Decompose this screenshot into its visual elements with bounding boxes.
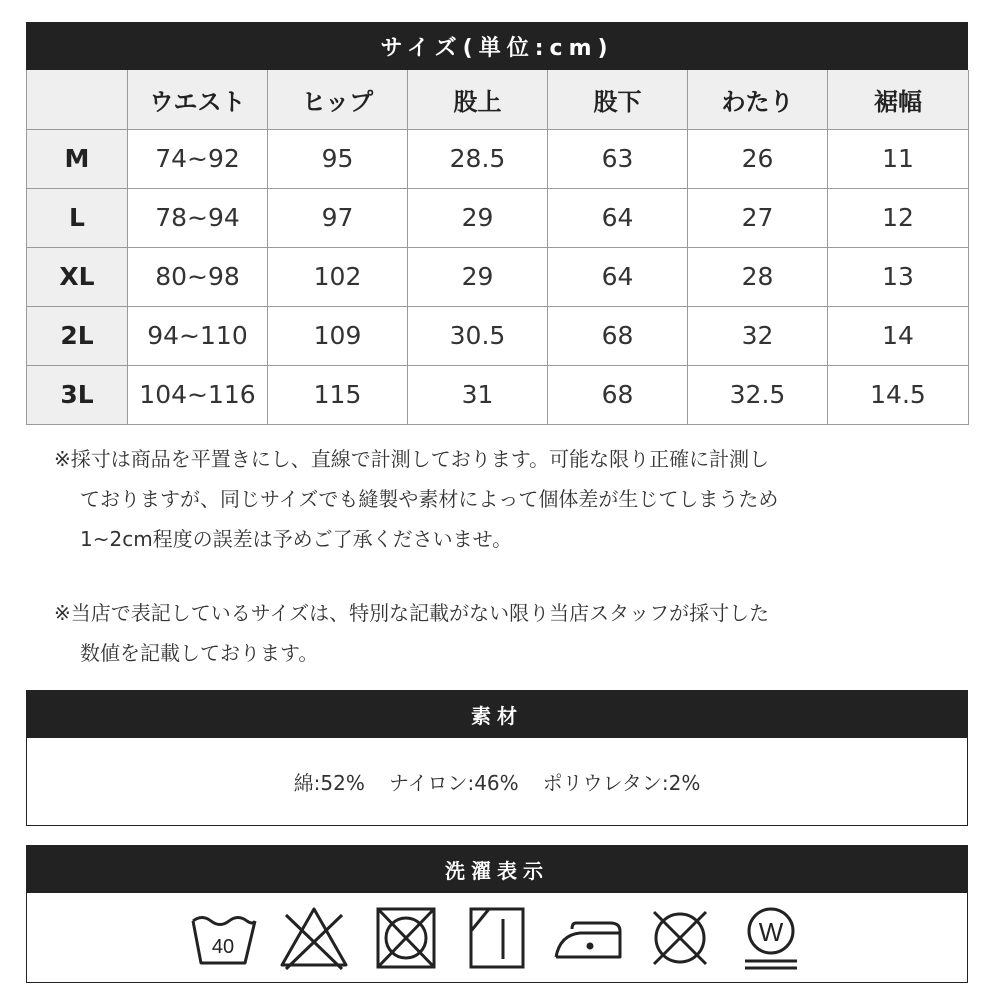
table-row [27, 129, 969, 188]
table-cell: 80~98 [128, 247, 268, 306]
material-item: ポリウレタン:2% [542, 771, 701, 795]
iron-low-icon [550, 903, 626, 973]
note-line: ておりますが、同じサイズでも縫製や素材によって個体差が生じてしまうため [80, 487, 779, 511]
table-row [27, 306, 969, 365]
table-cell: 102 [268, 247, 408, 306]
table-cell: 31 [408, 365, 548, 424]
table-cell: 12 [828, 188, 969, 247]
table-cell: 109 [268, 306, 408, 365]
table-cell: 28.5 [408, 129, 548, 188]
size-notation-note [54, 593, 974, 673]
size-label: M [27, 129, 128, 188]
table-cell: 26 [688, 129, 828, 188]
no-bleach-icon [276, 903, 352, 973]
table-cell: 29 [408, 247, 548, 306]
column-header: ウエスト [128, 70, 268, 129]
no-dry-clean-icon [642, 903, 718, 973]
size-label: 3L [27, 365, 128, 424]
size-label: L [27, 188, 128, 247]
size-section-title: サイズ(単位:cm) [26, 22, 968, 70]
table-row [27, 188, 969, 247]
size-table-header-row [27, 70, 969, 129]
size-label: XL [27, 247, 128, 306]
table-cell: 74~92 [128, 129, 268, 188]
table-row [27, 365, 969, 424]
note-line: 数値を記載しております。 [80, 641, 319, 665]
corner-cell [27, 70, 128, 129]
table-cell: 28 [688, 247, 828, 306]
table-cell: 30.5 [408, 306, 548, 365]
table-cell: 14 [828, 306, 969, 365]
table-row [27, 247, 969, 306]
table-cell: 29 [408, 188, 548, 247]
table-cell: 63 [548, 129, 688, 188]
note-line: ※採寸は商品を平置きにし、直線で計測しております。可能な限り正確に計測し [54, 447, 770, 471]
line-dry-shade-icon [459, 903, 535, 973]
care-symbols [26, 893, 968, 983]
column-header: 裾幅 [828, 70, 969, 129]
no-tumble-dry-icon [368, 903, 444, 973]
size-table [26, 70, 969, 425]
note-line: ※当店で表記しているサイズは、特別な記載がない限り当店スタッフが採寸した [54, 601, 770, 625]
wash-40-icon [185, 903, 261, 973]
material-item: ナイロン:46% [388, 771, 519, 795]
wash-temp-label: 40 [211, 935, 234, 958]
table-cell: 32 [688, 306, 828, 365]
material-section-title: 素材 [26, 690, 968, 738]
table-cell: 115 [268, 365, 408, 424]
table-cell: 68 [548, 306, 688, 365]
material-box [26, 738, 968, 826]
table-cell: 64 [548, 188, 688, 247]
table-cell: 104~116 [128, 365, 268, 424]
note-line: 1~2cm程度の誤差は予めご了承くださいませ。 [80, 527, 513, 551]
table-cell: 97 [268, 188, 408, 247]
table-cell: 13 [828, 247, 969, 306]
table-cell: 78~94 [128, 188, 268, 247]
column-header: ヒップ [268, 70, 408, 129]
column-header: わたり [688, 70, 828, 129]
column-header: 股下 [548, 70, 688, 129]
measurement-note [54, 439, 974, 559]
care-section-title: 洗濯表示 [26, 845, 968, 893]
table-cell: 94~110 [128, 306, 268, 365]
table-cell: 27 [688, 188, 828, 247]
wet-clean-letter: W [758, 916, 784, 947]
wet-clean-icon [733, 903, 809, 973]
table-cell: 14.5 [828, 365, 969, 424]
column-header: 股上 [408, 70, 548, 129]
table-cell: 95 [268, 129, 408, 188]
table-cell: 64 [548, 247, 688, 306]
table-cell: 11 [828, 129, 969, 188]
table-cell: 32.5 [688, 365, 828, 424]
material-item: 綿:52% [293, 771, 365, 795]
table-cell: 68 [548, 365, 688, 424]
size-label: 2L [27, 306, 128, 365]
